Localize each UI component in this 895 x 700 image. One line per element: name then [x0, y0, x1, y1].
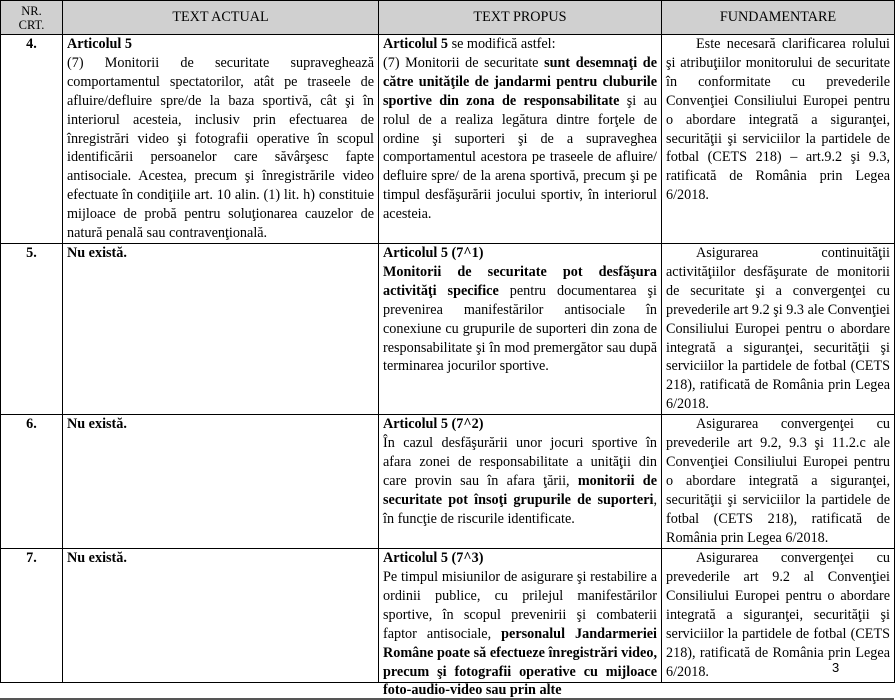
- table-header-row: [1, 1, 895, 35]
- article-title: Nu există.: [67, 416, 127, 433]
- article-title: Articolul 5: [383, 36, 449, 52]
- row-number: 5.: [1, 243, 63, 414]
- header-nr-crt: [1, 1, 63, 35]
- table-row: [1, 549, 895, 683]
- header-nr-line1: NR.: [21, 3, 42, 18]
- article-title: Articolul 5: [67, 36, 133, 52]
- article-title: Articolul 5 (7^1): [383, 244, 484, 261]
- proposal-text-cont: şi au rolul de a realiza legătura dintre forţele de ordine şi suporteri şi de a supraveghea comportamentul acestora pe traseele de afluire/ defluire spre/ de la arena sportivă, precum şi pe timpul desfăşurării jocului sportiv, în interiorul acesteia.: [383, 92, 657, 223]
- row-number: 4.: [1, 35, 63, 244]
- article-title: Nu există.: [67, 550, 127, 567]
- proposal-text: Pe timpul misiunilor de asigurare şi restabilire a ordinii publice, cu prilejul manifestărilor sportive, în scopul prevenirii şi combaterii faptor antisociale,: [383, 569, 657, 642]
- cell-fundamentare: Este necesară clarificarea rolului şi atribuţiilor monitorului de securitate în conformitate cu prevederile Convenţiei Consiliului Europei pentru o abordare integrată a siguranţei, securităţii şi serviciilor la partidele de fotbal (CETS 218) – art.9.2 şi 9.3, ratificată de România prin Legea 6/2018.: [662, 35, 895, 244]
- header-nr-line2: CRT.: [18, 17, 45, 32]
- cell-text-actual: [63, 35, 379, 244]
- cell-fundamentare: Asigurarea continuităţii activităţiilor desfăşurate de monitorii de securitate şi a convergenţei cu prevederile art 9.2 şi 9.3 ale Convenţiei Consiliului Europei pentru o abordare integrată a siguranţei, securităţii şi serviciilor la partidele de fotbal (CETS 218), ratificată de România prin Legea 6/2018.: [662, 243, 895, 414]
- header-fundamentare: FUNDAMENTARE: [662, 1, 895, 35]
- cell-fundamentare: Asigurarea convergenţei cu prevederile art 9.2, 9.3 şi 11.2.c ale Convenţiei Consiliului Europei pentru o abordare integrată a siguranţei, securităţii şi serviciilor la partidele de fotbal (CETS 218), ratificată de România prin Legea 6/2018.: [662, 415, 895, 549]
- proposal-text-bold: Monitorii de securitate pot desfăşura activităţi specifice: [383, 263, 657, 299]
- header-text-propus: TEXT PROPUS: [379, 1, 662, 35]
- table-row: [1, 35, 895, 244]
- row-number: 6.: [1, 415, 63, 549]
- cell-fundamentare: Asigurarea convergenţei cu prevederile art 9.2 al Convenţiei Consiliului Europei pentru o abordare integrată a siguranţei, securităţii şi serviciilor la partidele de fotbal (CETS 218), ratificată de România prin Legea 6/2018.: [662, 549, 895, 683]
- proposal-text-cont: , în funcţie de riscurile identificate.: [383, 491, 657, 527]
- cell-text-propus: [379, 415, 662, 549]
- article-title-suffix: se modifică astfel:: [448, 36, 556, 52]
- cell-text-actual: [63, 549, 379, 683]
- article-title: Nu există.: [67, 244, 127, 261]
- article-title: Articolul 5 (7^3): [383, 550, 484, 567]
- proposal-text-bold: monitorii de securitate pot însoţi grupurile de suporteri: [383, 472, 657, 508]
- proposal-text: (7) Monitorii de securitate: [383, 54, 545, 71]
- cell-text-actual: [63, 415, 379, 549]
- table-row: [1, 243, 895, 414]
- cell-text-propus: [379, 243, 662, 414]
- header-text-actual: TEXT ACTUAL: [63, 1, 379, 35]
- cell-text-actual: [63, 243, 379, 414]
- article-title: Articolul 5 (7^2): [383, 416, 484, 433]
- table-row: [1, 415, 895, 549]
- page-number: 3: [832, 660, 840, 675]
- cell-text-propus: [379, 549, 662, 699]
- proposal-text: În cazul desfăşurării unor jocuri sportive în afara zonei de responsabilitate a unităţii din care provin sau în afara ţării,: [383, 435, 657, 489]
- article-body: (7) Monitorii de securitate supraveghează comportamentul spectatorilor, atât pe traseele de afluire/defluire spre/de la baza sportivă, cât şi în interiorul acesteia, inclusiv prin efectuarea de înregistrări video şi fotografii operative în scopul identificării persoanelor care săvârşesc fapte antisociale. Acestea, precum şi înregistrările video efectuate în condiţiile art. 10 alin. (1) lit. h) constituie mijloace de probă pentru soluţionarea cauzelor de natură penală sau contravenţională.: [67, 54, 374, 242]
- proposal-text-bold: personalul Jandarmeriei Române poate să efectueze înregistrări video, precum şi fotografii operative cu mijloace foto-audio-video sau prin alte: [383, 625, 657, 699]
- proposal-text-cont: pentru documentarea şi prevenirea manifestărilor antisociale în conexiune cu grupurile de suporteri din zona de responsabilitate şi în mod premergător sau după terminarea jocurilor sportive.: [383, 282, 657, 375]
- row-number: 7.: [1, 549, 63, 683]
- cell-text-propus: [379, 35, 662, 244]
- proposal-text-bold: sunt desemnaţi de către unităţile de jandarmi pentru cluburile sportive din zona de responsabilitate: [383, 54, 657, 109]
